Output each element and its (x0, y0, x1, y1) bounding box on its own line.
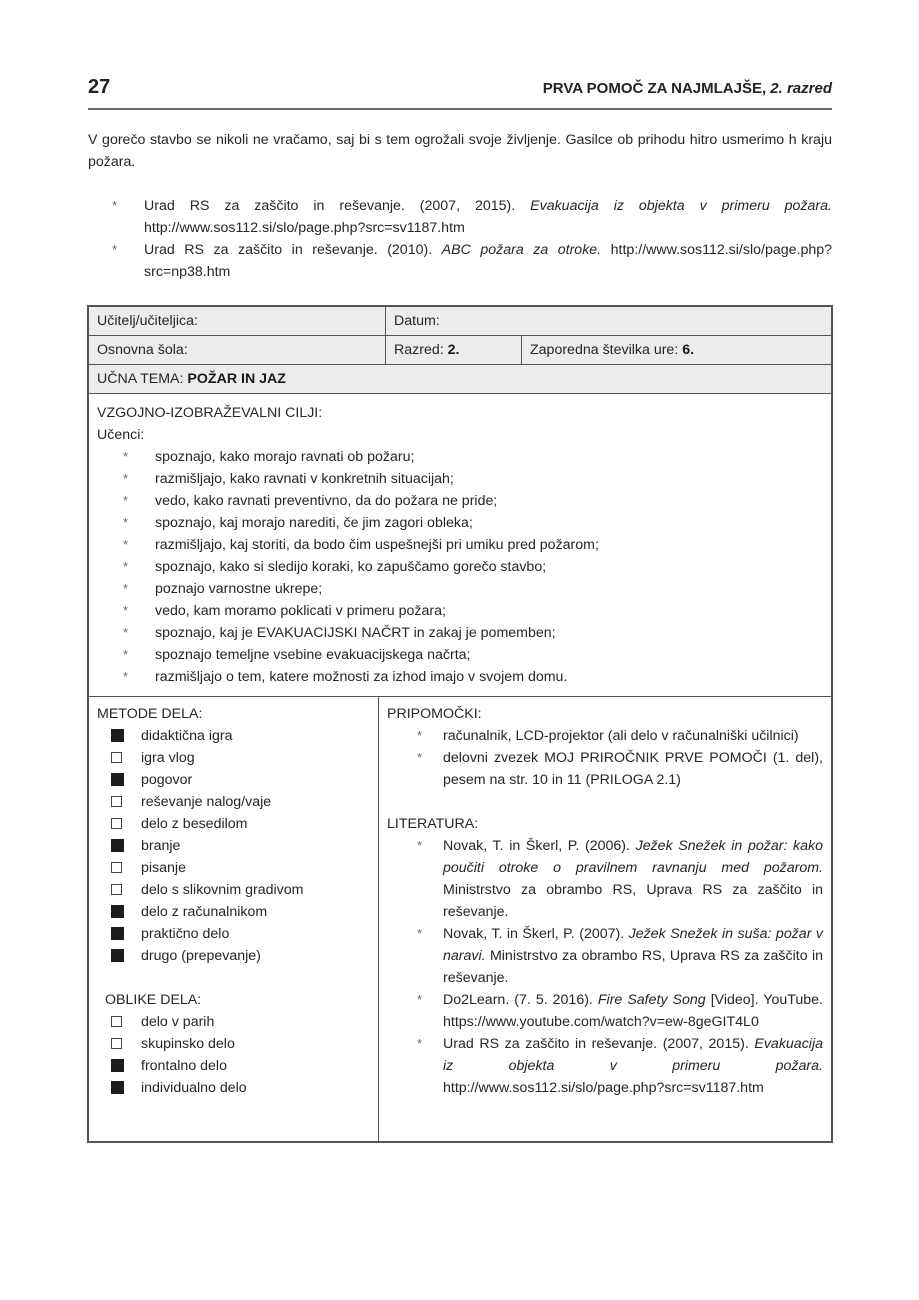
asterisk-bullet-icon: * (112, 242, 118, 257)
literature-item: * Do2Learn. (7. 5. 2016). Fire Safety Song [Video]. YouTube. https://www.youtube.com/watch?v=ew-8geGIT4L0 (417, 989, 823, 1033)
goals-row (89, 394, 831, 697)
unchecked-checkbox[interactable] (111, 752, 122, 763)
goal-item: * spoznajo, kaj je EVAKUACIJSKI NAČRT in zakaj je pomemben; (123, 622, 599, 644)
asterisk-bullet-icon: * (417, 926, 423, 941)
goal-item: * vedo, kako ravnati preventivno, da do požara ne pride; (123, 490, 599, 512)
asterisk-bullet-icon: * (123, 559, 129, 574)
aids-list (387, 725, 823, 791)
reference-link[interactable]: http://www.sos112.si/slo/page.php?src=sv1187.htm (144, 220, 465, 236)
asterisk-bullet-icon: * (112, 198, 118, 213)
literature-item: * Novak, T. in Škerl, P. (2007). Ježek Snežek in suša: požar v naravi. Ministrstvo za obrambo RS, Uprava RS za zaščito in reševanje. (417, 923, 823, 989)
aids-heading: PRIPOMOČKI: (387, 706, 482, 722)
checked-checkbox[interactable] (111, 927, 124, 940)
methods-aids-row (89, 697, 831, 1141)
literature-item: * Novak, T. in Škerl, P. (2006). Ježek Snežek in požar: kako poučiti otroke o pravilnem ravnanju med požarom. Ministrstvo za obrambo RS, Uprava RS za zaščito in reševanje. (417, 835, 823, 923)
method-item: pisanje (111, 857, 370, 879)
method-item: delo s slikovnim gradivom (111, 879, 370, 901)
running-title-grade: 2. razred (770, 80, 832, 97)
method-item: igra vlog (111, 747, 370, 769)
asterisk-bullet-icon: * (123, 515, 129, 530)
asterisk-bullet-icon: * (417, 838, 423, 853)
method-item: reševanje nalog/vaje (111, 791, 370, 813)
asterisk-bullet-icon: * (123, 537, 129, 552)
lesson-number-field: Zaporedna številka ure: 6. (521, 336, 831, 364)
asterisk-bullet-icon: * (123, 581, 129, 596)
goals-list (97, 446, 599, 688)
grade-field: Razred: 2. (385, 336, 521, 364)
date-field: Datum: (385, 307, 831, 335)
asterisk-bullet-icon: * (123, 603, 129, 618)
forms-list (97, 1011, 370, 1099)
page-header (88, 76, 832, 110)
checked-checkbox[interactable] (111, 905, 124, 918)
method-item: drugo (prepevanje) (111, 945, 370, 967)
literature-heading: LITERATURA: (387, 816, 479, 832)
checked-checkbox[interactable] (111, 773, 124, 786)
form-item: frontalno delo (111, 1055, 370, 1077)
checked-checkbox[interactable] (111, 949, 124, 962)
goal-item: * vedo, kam moramo poklicati v primeru požara; (123, 600, 599, 622)
reference-link[interactable]: http://www.sos112.si/slo/page.php?src=np38.htm (144, 242, 833, 280)
form-item: skupinsko delo (111, 1033, 370, 1055)
checked-checkbox[interactable] (111, 839, 124, 852)
methods-column (89, 697, 379, 1141)
goals-subheading: Učenci: (97, 427, 145, 443)
asterisk-bullet-icon: * (417, 1036, 423, 1051)
goals-section (89, 394, 607, 696)
asterisk-bullet-icon: * (123, 625, 129, 640)
literature-list (387, 835, 823, 1099)
asterisk-bullet-icon: * (417, 728, 423, 743)
unchecked-checkbox[interactable] (111, 1016, 122, 1027)
checked-checkbox[interactable] (111, 1081, 124, 1094)
form-item: delo v parih (111, 1011, 370, 1033)
asterisk-bullet-icon: * (417, 750, 423, 765)
teacher-row (89, 307, 831, 336)
asterisk-bullet-icon: * (417, 992, 423, 1007)
methods-list (97, 725, 370, 967)
school-field: Osnovna šola: (97, 342, 188, 358)
goal-item: * spoznajo temeljne vsebine evakuacijskega načrta; (123, 644, 599, 666)
asterisk-bullet-icon: * (123, 449, 129, 464)
method-item: didaktična igra (111, 725, 370, 747)
asterisk-bullet-icon: * (123, 471, 129, 486)
unchecked-checkbox[interactable] (111, 862, 122, 873)
unchecked-checkbox[interactable] (111, 884, 122, 895)
lesson-plan-table (87, 305, 833, 1143)
methods-heading: METODE DELA: (97, 706, 203, 722)
goal-item: * spoznajo, kako si sledijo koraki, ko zapuščamo gorečo stavbo; (123, 556, 599, 578)
running-title (543, 80, 832, 97)
aid-item: * delovni zvezek MOJ PRIROČNIK PRVE POMOČI (1. del), pesem na str. 10 in 11 (PRILOGA 2.1) (417, 747, 823, 791)
teacher-field: Učitelj/učiteljica: (97, 313, 198, 329)
aid-item: * računalnik, LCD-projektor (ali delo v računalniški učilnici) (417, 725, 823, 747)
method-item: pogovor (111, 769, 370, 791)
method-item: praktično delo (111, 923, 370, 945)
goal-item: * razmišljajo, kaj storiti, da bodo čim uspešnejši pri umiku pred požarom; (123, 534, 599, 556)
page-number: 27 (88, 76, 111, 98)
method-item: delo z računalnikom (111, 901, 370, 923)
literature-item: * Urad RS za zaščito in reševanje. (2007, 2015). Evakuacija iz objekta v primeru požara. http://www.sos112.si/slo/page.php?src=sv1187.htm (417, 1033, 823, 1099)
intro-paragraph: V gorečo stavbo se nikoli ne vračamo, saj bi s tem ogrožali svoje življenje. Gasilce ob prihodu hitro usmerimo h kraju požara. (88, 132, 832, 170)
checked-checkbox[interactable] (111, 1059, 124, 1072)
form-item: individualno delo (111, 1077, 370, 1099)
goal-item: * spoznajo, kako morajo ravnati ob požaru; (123, 446, 599, 468)
method-item: branje (111, 835, 370, 857)
school-row (89, 336, 831, 365)
unchecked-checkbox[interactable] (111, 1038, 122, 1049)
forms-heading: OBLIKE DELA: (105, 992, 202, 1008)
goal-item: * razmišljajo, kako ravnati v konkretnih situacijah; (123, 468, 599, 490)
method-item: delo z besedilom (111, 813, 370, 835)
aids-literature-column (379, 697, 831, 1141)
unchecked-checkbox[interactable] (111, 818, 122, 829)
reference-list (112, 195, 832, 283)
goal-item: * razmišljajo o tem, katere možnosti za izhod imajo v svojem domu. (123, 666, 599, 688)
asterisk-bullet-icon: * (123, 669, 129, 684)
reference-item: * Urad RS za zaščito in reševanje. (2007, 2015). Evakuacija iz objekta v primeru požara. http://www.sos112.si/slo/page.php?src=sv1187.htm (112, 195, 832, 239)
goals-heading: VZGOJNO-IZOBRAŽEVALNI CILJI: (97, 405, 323, 421)
goal-item: * spoznajo, kaj morajo narediti, če jim zagori obleka; (123, 512, 599, 534)
topic-field: UČNA TEMA: POŽAR IN JAZ (97, 371, 286, 387)
asterisk-bullet-icon: * (123, 647, 129, 662)
topic-row (89, 365, 831, 394)
unchecked-checkbox[interactable] (111, 796, 122, 807)
reference-item: * Urad RS za zaščito in reševanje. (2010). ABC požara za otroke. http://www.sos112.si/slo/page.php?src=np38.htm (112, 239, 832, 283)
running-title-main: PRVA POMOČ ZA NAJMLAJŠE, (542, 80, 767, 97)
asterisk-bullet-icon: * (123, 493, 129, 508)
checked-checkbox[interactable] (111, 729, 124, 742)
goal-item: * poznajo varnostne ukrepe; (123, 578, 599, 600)
